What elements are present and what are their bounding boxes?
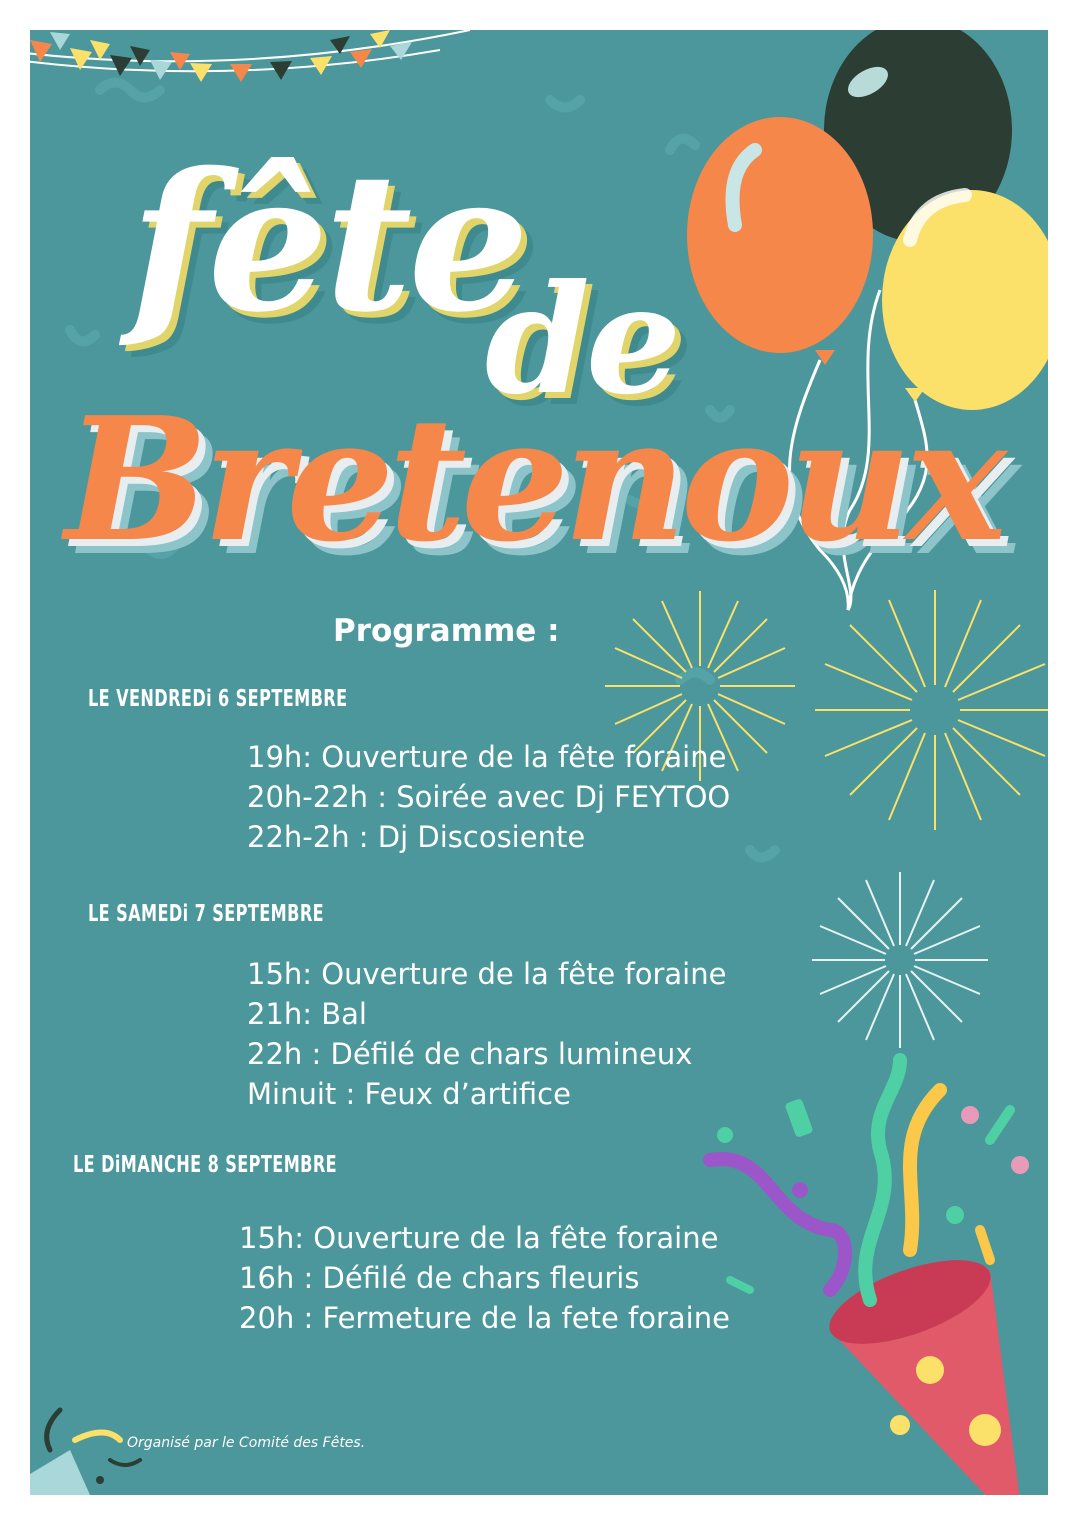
event-list-friday xyxy=(247,737,730,857)
event-list-sunday xyxy=(239,1218,730,1338)
title-line-bretenoux: Bretenoux xyxy=(65,380,1002,580)
title-line-de: de xyxy=(485,252,678,428)
event-poster xyxy=(30,30,1048,1495)
day-heading-saturday: LE SAMEDi 7 SEPTEMBRE xyxy=(88,901,325,927)
party-popper-icon xyxy=(710,1060,1029,1495)
event-item: 22h : Défilé de chars lumineux xyxy=(247,1037,693,1071)
event-item: 20h : Fermeture de la fete foraine xyxy=(239,1301,730,1335)
event-item: 15h: Ouverture de la fête foraine xyxy=(239,1221,719,1255)
title-line-fete: fête xyxy=(130,131,526,354)
event-item: 16h : Défilé de chars fleuris xyxy=(239,1261,640,1295)
event-item: 21h: Bal xyxy=(247,997,367,1031)
event-item: 20h-22h : Soirée avec Dj FEYTOO xyxy=(247,780,731,814)
organizer-credit: Organisé par le Comité des Fêtes. xyxy=(127,1435,366,1451)
day-heading-sunday: LE DiMANCHE 8 SEPTEMBRE xyxy=(73,1152,338,1178)
event-item: 15h: Ouverture de la fête foraine xyxy=(247,957,727,991)
event-list-saturday xyxy=(247,954,726,1114)
programme-heading: Programme : xyxy=(333,613,560,649)
small-party-popper-icon xyxy=(30,1410,140,1495)
bunting-icon xyxy=(30,30,470,82)
event-item: 19h: Ouverture de la fête foraine xyxy=(247,740,727,774)
day-heading-friday: LE VENDREDi 6 SEPTEMBRE xyxy=(88,686,348,712)
event-item: Minuit : Feux d’artifice xyxy=(247,1077,571,1111)
event-item: 22h-2h : Dj Discosiente xyxy=(247,820,586,854)
